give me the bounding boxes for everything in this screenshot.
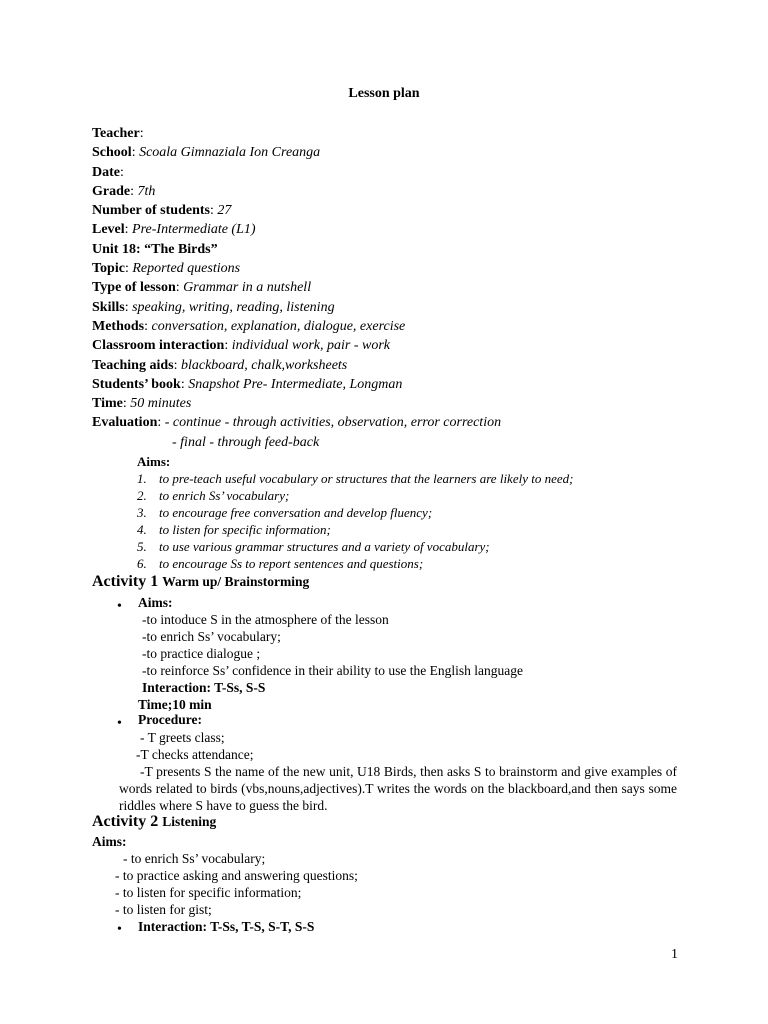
book-label: Students’ book xyxy=(92,376,181,392)
level-row: Level: Pre-Intermediate (L1) xyxy=(92,222,256,238)
activity-2-aim: - to enrich Ss’ vocabulary; xyxy=(123,851,266,866)
activity-1-procedure-step: -T checks attendance; xyxy=(136,747,254,762)
aims-heading: Aims: xyxy=(137,454,171,469)
methods-row: Methods: conversation, explanation, dialogue, exercise xyxy=(92,318,406,334)
page-number: 1 xyxy=(671,947,678,962)
topic-label: Topic xyxy=(92,261,125,277)
activity-2-aim: - to practice asking and answering questions; xyxy=(115,868,358,883)
activity-1-aim: -to practice dialogue ; xyxy=(142,646,261,661)
activity-1-procedure-step: - T greets class; xyxy=(140,730,225,745)
aim-text: to pre-teach useful vocabulary or structures that the learners are likely to need; xyxy=(159,471,574,486)
lesson-type-value: Grammar in a nutshell xyxy=(183,280,312,296)
skills-label: Skills xyxy=(92,299,125,315)
grade-label: Grade xyxy=(92,183,131,199)
methods-value: conversation, explanation, dialogue, exercise xyxy=(151,318,406,334)
activity-2-aims-heading: Aims: xyxy=(92,834,127,849)
aids-value: blackboard, chalk,worksheets xyxy=(180,357,348,373)
book-value: Snapshot Pre- Intermediate, Longman xyxy=(188,376,403,392)
aim-number: 6. xyxy=(137,556,147,571)
students-row: Number of students: 27 xyxy=(92,203,232,219)
school-label: School xyxy=(92,145,132,161)
book-row: Students’ book: Snapshot Pre- Intermediate, Longman xyxy=(92,376,403,392)
bullet-icon: • xyxy=(117,599,122,614)
activity-2-aim: - to listen for specific information; xyxy=(115,885,302,900)
activity-2-subtitle: Listening xyxy=(162,814,217,829)
bullet-icon: • xyxy=(117,922,122,937)
aim-item xyxy=(137,538,573,555)
activity-1-title: Activity 1 xyxy=(92,573,159,590)
skills-value: speaking, writing, reading, listening xyxy=(132,299,335,315)
teacher-row: Teacher: xyxy=(92,126,144,141)
topic-row: Topic: Reported questions xyxy=(92,261,241,277)
lesson-type-label: Type of lesson xyxy=(92,280,176,296)
interaction-row: Classroom interaction: individual work, pair - work xyxy=(92,338,391,354)
lesson-aims xyxy=(137,453,573,572)
activity-1-interaction: Interaction: T-Ss, S-S xyxy=(142,680,266,695)
school-value: Scoala Gimnaziala Ion Creanga xyxy=(139,145,321,161)
skills-row: Skills: speaking, writing, reading, listening xyxy=(92,299,335,315)
evaluation-value-final: - final - through feed-back xyxy=(172,434,320,450)
interaction-value: individual work, pair - work xyxy=(231,338,391,354)
grade-value: 7th xyxy=(137,183,156,199)
level-value: Pre-Intermediate (L1) xyxy=(132,222,256,238)
aids-row: Teaching aids: blackboard, chalk,worksheets xyxy=(92,357,348,373)
aids-label: Teaching aids xyxy=(92,357,174,373)
topic-value: Reported questions xyxy=(132,261,241,277)
activity-1-aim: -to intoduce S in the atmosphere of the lesson xyxy=(142,612,389,627)
activity-1-subtitle: Warm up/ Brainstorming xyxy=(162,574,310,589)
activity-2-interaction: Interaction: T-Ss, T-S, S-T, S-S xyxy=(138,919,315,934)
lesson-details xyxy=(92,124,501,452)
aim-item xyxy=(137,521,573,538)
time-row: Time: 50 minutes xyxy=(92,396,192,412)
aim-item xyxy=(137,555,573,572)
level-label: Level xyxy=(92,222,125,238)
aim-text: to encourage free conversation and develop fluency; xyxy=(159,505,433,520)
time-value: 50 minutes xyxy=(130,396,192,412)
aim-number: 4. xyxy=(137,522,147,537)
teacher-label: Teacher xyxy=(92,126,140,141)
activity-1-aims-heading: Aims: xyxy=(138,595,173,610)
evaluation-label: Evaluation xyxy=(92,415,158,431)
lesson-type-row: Type of lesson: Grammar in a nutshell xyxy=(92,280,312,296)
unit-row xyxy=(92,240,501,259)
aim-number: 3. xyxy=(137,505,147,520)
activity-1-heading xyxy=(92,573,309,591)
aim-number: 5. xyxy=(137,539,147,554)
activity-2-title: Activity 2 xyxy=(92,813,159,830)
grade-row: Grade: 7th xyxy=(92,183,156,199)
activity-1-aims xyxy=(142,611,523,679)
activity-1-procedure-paragraph: -T presents S the name of the new unit, U18 Birds, then asks S to brainstorm and give examples of words related to birds (vbs,nouns,adjectives).T writes the words on the blackboard,and then says some riddles where S have to guess the bird. xyxy=(119,764,677,814)
school-row: School: Scoala Gimnaziala Ion Creanga xyxy=(92,145,321,161)
activity-2-heading xyxy=(92,813,216,831)
unit-label: Unit 18: “The Birds” xyxy=(92,241,218,257)
evaluation-value-continue: - continue - through activities, observation, error correction xyxy=(164,415,502,431)
methods-label: Methods xyxy=(92,318,145,334)
date-row: Date: xyxy=(92,164,124,180)
bullet-icon: • xyxy=(117,716,122,731)
activity-1-procedure-heading: Procedure: xyxy=(138,712,202,727)
evaluation-row-final xyxy=(92,433,501,452)
aim-item xyxy=(137,487,573,504)
students-value: 27 xyxy=(217,203,232,219)
aim-text: to use various grammar structures and a variety of vocabulary; xyxy=(159,539,490,554)
aim-item xyxy=(137,504,573,521)
aim-text: to enrich Ss’ vocabulary; xyxy=(159,488,290,503)
aim-number: 1. xyxy=(137,471,147,486)
activity-2-aim: - to listen for gist; xyxy=(115,902,212,917)
students-label: Number of students xyxy=(92,203,210,219)
interaction-label: Classroom interaction xyxy=(92,338,225,354)
aim-text: to encourage Ss to report sentences and questions; xyxy=(159,556,424,571)
aim-text: to listen for specific information; xyxy=(159,522,331,537)
activity-1-time: Time;10 min xyxy=(138,697,212,712)
aim-item xyxy=(137,470,573,487)
activity-1-aim: -to reinforce Ss’ confidence in their ability to use the English language xyxy=(142,663,524,678)
activity-1-aim: -to enrich Ss’ vocabulary; xyxy=(142,629,281,644)
date-label: Date xyxy=(92,164,120,180)
page-title: Lesson plan xyxy=(348,86,420,101)
time-label: Time xyxy=(92,396,123,412)
evaluation-row: Evaluation: - continue - through activities, observation, error correction xyxy=(92,415,502,431)
aim-number: 2. xyxy=(137,488,147,503)
